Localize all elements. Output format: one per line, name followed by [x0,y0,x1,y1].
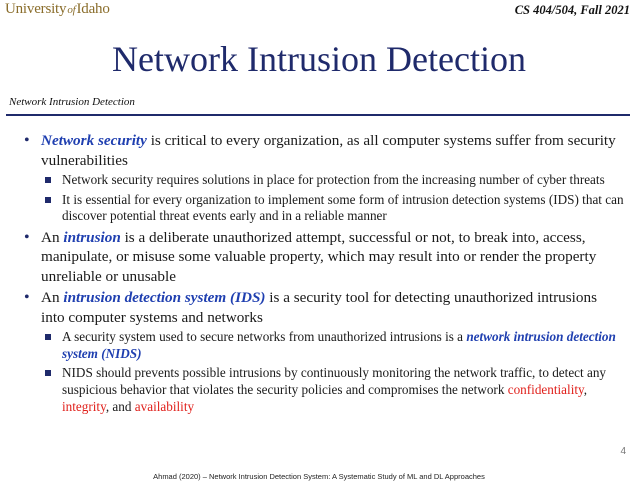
bullet-text: is a security tool for detecting unauthorized intrusions into computer systems and networks [41,289,597,326]
title-divider [6,114,630,116]
sub-bullet-text: Network security requires solutions in place for protection from the increasing number of cyber threats [62,172,605,187]
bullet-ids [24,288,624,327]
keyword-nids: network intrusion detection system (NIDS) [62,329,616,361]
bullet-intrusion [24,228,624,287]
keyword-intrusion: intrusion [63,228,121,246]
keyword-network-security: Network security [41,132,147,149]
logo-word-of: of [67,4,76,16]
bullet-text: is a deliberate unauthorized attempt, successful or not, to break into, access, manipulate, or misuse some valuable property, which may result into or render the property unreliable or unusable [41,228,597,285]
sub-bullet-text: NIDS should prevents possible intrusions by continuously monitoring the network traffic, to detect any suspicious behavior that violates the security policies and compromises the network [62,365,607,398]
sub-bullet-text: A security system used to secure networks from unauthorized intrusions is a [62,329,467,345]
sub-bullet [24,192,624,225]
slide-subtitle: Network Intrusion Detection [9,96,135,108]
separator: , [583,382,588,398]
bullet-prefix: An [41,289,64,307]
bullet-network-security [24,131,624,170]
keyword-confidentiality: confidentiality [507,382,584,398]
sub-bullet [24,172,624,189]
bullet-prefix: An [41,228,64,246]
page-number: 4 [620,446,626,457]
sub-bullet-text: It is essential for every organization to implement some form of intrusion detection systems (IDS) that can discover potential threat events early and in a reliable manner [62,191,624,224]
logo-word-idaho: Idaho [76,1,110,17]
sub-bullet [24,365,624,415]
keyword-ids: intrusion detection system (IDS) [63,289,266,307]
logo-word-university: University [5,1,67,17]
university-logo [5,1,110,18]
sub-bullet [24,329,624,362]
footer-citation: Ahmad (2020) – Network Intrusion Detection System: A Systematic Study of ML and DL Approaches [153,472,485,481]
keyword-availability: availability [134,398,195,414]
slide-content [24,131,624,418]
keyword-integrity: integrity [62,398,106,414]
separator: , and [105,398,135,414]
bullet-text: is critical to every organization, as all computer systems suffer from security vulnerabilities [41,132,616,169]
course-label: CS 404/504, Fall 2021 [514,3,630,17]
slide-title: Network Intrusion Detection [112,39,526,79]
